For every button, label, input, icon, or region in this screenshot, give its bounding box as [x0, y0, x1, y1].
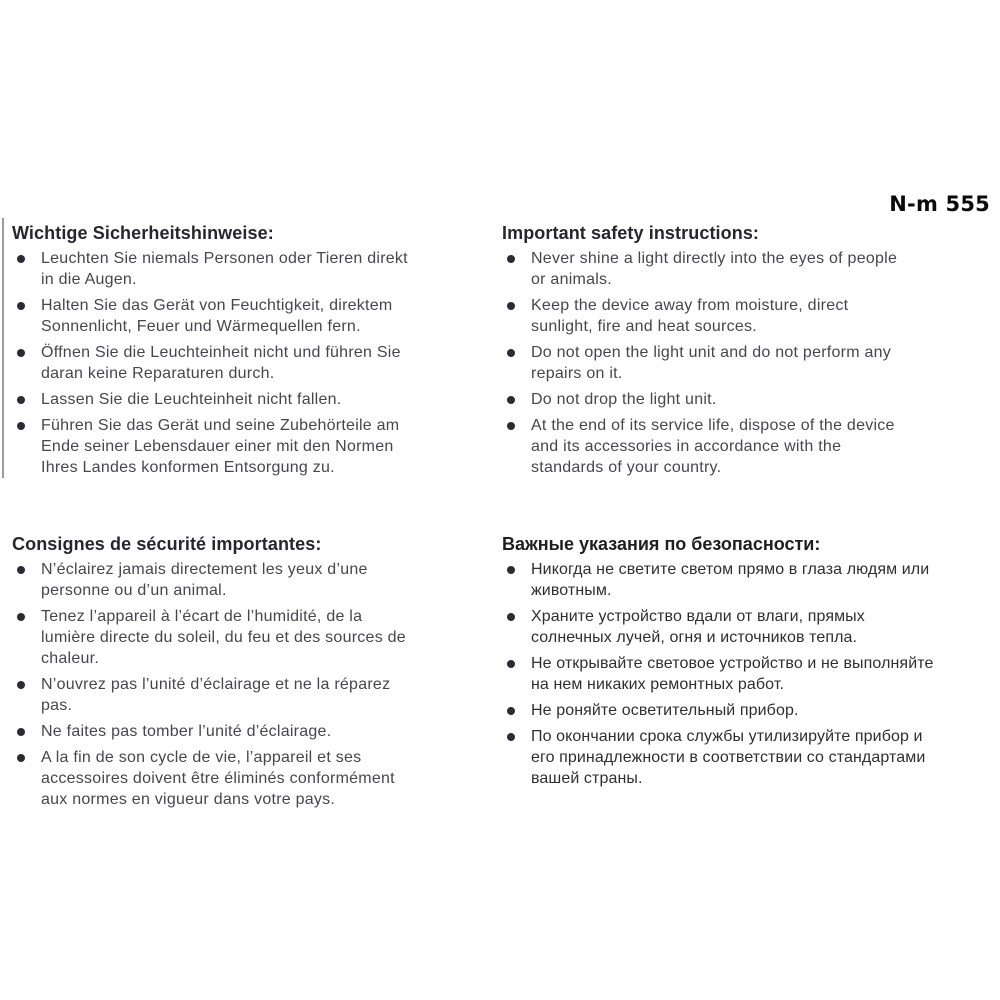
bullet-icon	[17, 681, 25, 689]
item-line: personne ou d’un animal.	[41, 582, 227, 599]
list-item	[502, 726, 974, 789]
item-line: Öffnen Sie die Leuchteinheit nicht und führen Sie	[41, 344, 401, 361]
list-item	[502, 389, 974, 410]
item-line: in die Augen.	[41, 271, 137, 288]
left-margin-line	[2, 218, 4, 478]
list-item	[12, 606, 478, 669]
list-item	[502, 248, 974, 290]
item-line: Не роняйте осветительный прибор.	[531, 702, 799, 719]
list-item	[502, 653, 974, 695]
item-line: Tenez l’appareil à l’écart de l’humidité, de la	[41, 608, 363, 625]
model-number-label: N-m 555	[889, 192, 990, 216]
item-line: accessoires doivent être éliminés conformément	[41, 770, 395, 787]
item-line: По окончании срока службы утилизируйте прибор и	[531, 728, 923, 745]
section-heading-french: Consignes de sécurité importantes:	[12, 534, 322, 554]
list-item	[12, 747, 478, 810]
item-line: Ihres Landes konformen Entsorgung zu.	[41, 459, 335, 476]
bullet-icon	[507, 613, 515, 621]
item-line: or animals.	[531, 271, 612, 288]
bullet-icon	[17, 613, 25, 621]
item-line: Do not open the light unit and do not perform any	[531, 344, 892, 361]
item-line: Lassen Sie die Leuchteinheit nicht fallen.	[41, 391, 342, 408]
bullet-icon	[507, 660, 515, 668]
section-english	[502, 222, 974, 483]
item-line: животным.	[531, 582, 612, 599]
bullet-icon	[17, 302, 25, 310]
bullet-icon	[17, 396, 25, 404]
bullet-icon	[17, 754, 25, 762]
bullet-icon	[507, 566, 515, 574]
item-line: Keep the device away from moisture, direct	[531, 297, 849, 314]
section-french	[12, 533, 478, 815]
list-item	[12, 415, 478, 478]
item-line: Ne faites pas tomber l’unité d’éclairage.	[41, 723, 332, 740]
item-line: pas.	[41, 697, 73, 714]
list-item	[502, 559, 974, 601]
item-line: вашей страны.	[531, 770, 643, 787]
item-line: Leuchten Sie niemals Personen oder Tieren direkt	[41, 250, 408, 267]
bullet-icon	[507, 255, 515, 263]
item-line: and its accessories in accordance with the	[531, 438, 842, 455]
item-line: Do not drop the light unit.	[531, 391, 717, 408]
item-line: солнечных лучей, огня и источников тепла.	[531, 629, 858, 646]
item-line: At the end of its service life, dispose of the device	[531, 417, 895, 434]
bullet-icon	[507, 422, 515, 430]
section-heading-russian: Важные указания по безопасности:	[502, 534, 821, 554]
section-german	[12, 222, 478, 483]
bullet-icon	[507, 396, 515, 404]
bullet-icon	[507, 302, 515, 310]
item-line: chaleur.	[41, 650, 100, 667]
list-item	[12, 559, 478, 601]
item-line: Ende seiner Lebensdauer einer mit den Normen	[41, 438, 394, 455]
item-line: N’éclairez jamais directement les yeux d’une	[41, 561, 368, 578]
list-item	[12, 389, 478, 410]
item-line: N’ouvrez pas l’unité d’éclairage et ne la réparez	[41, 676, 391, 693]
item-line: standards of your country.	[531, 459, 722, 476]
item-line: Sonnenlicht, Feuer und Wärmequellen fern.	[41, 318, 361, 335]
section-heading-english: Important safety instructions:	[502, 223, 760, 243]
list-item	[12, 721, 478, 742]
item-line: Halten Sie das Gerät von Feuchtigkeit, direktem	[41, 297, 393, 314]
item-line: его принадлежности в соответствии со стандартами	[531, 749, 926, 766]
list-item	[502, 295, 974, 337]
list-item	[12, 674, 478, 716]
item-line: Führen Sie das Gerät und seine Zubehörteile am	[41, 417, 400, 434]
item-line: lumière directe du soleil, du feu et des sources de	[41, 629, 406, 646]
list-item	[502, 700, 974, 721]
item-line: Не открывайте световое устройство и не выполняйте	[531, 655, 934, 672]
bullet-icon	[17, 728, 25, 736]
list-item	[502, 342, 974, 384]
item-line: Храните устройство вдали от влаги, прямых	[531, 608, 865, 625]
section-russian	[502, 533, 974, 794]
bullet-icon	[17, 255, 25, 263]
item-line: repairs on it.	[531, 365, 623, 382]
bullet-icon	[17, 422, 25, 430]
list-item	[502, 415, 974, 478]
item-line: Never shine a light directly into the eyes of people	[531, 250, 898, 267]
bullet-icon	[17, 349, 25, 357]
bullet-icon	[17, 566, 25, 574]
bullet-icon	[507, 707, 515, 715]
item-line: на нем никаких ремонтных работ.	[531, 676, 785, 693]
item-line: A la fin de son cycle de vie, l’appareil et ses	[41, 749, 362, 766]
item-line: Никогда не светите светом прямо в глаза людям или	[531, 561, 930, 578]
item-line: aux normes en vigueur dans votre pays.	[41, 791, 336, 808]
section-heading-german: Wichtige Sicherheitshinweise:	[12, 223, 274, 243]
list-item	[12, 248, 478, 290]
item-line: sunlight, fire and heat sources.	[531, 318, 757, 335]
bullet-icon	[507, 733, 515, 741]
list-item	[502, 606, 974, 648]
list-item	[12, 295, 478, 337]
bullet-icon	[507, 349, 515, 357]
item-line: daran keine Reparaturen durch.	[41, 365, 275, 382]
list-item	[12, 342, 478, 384]
